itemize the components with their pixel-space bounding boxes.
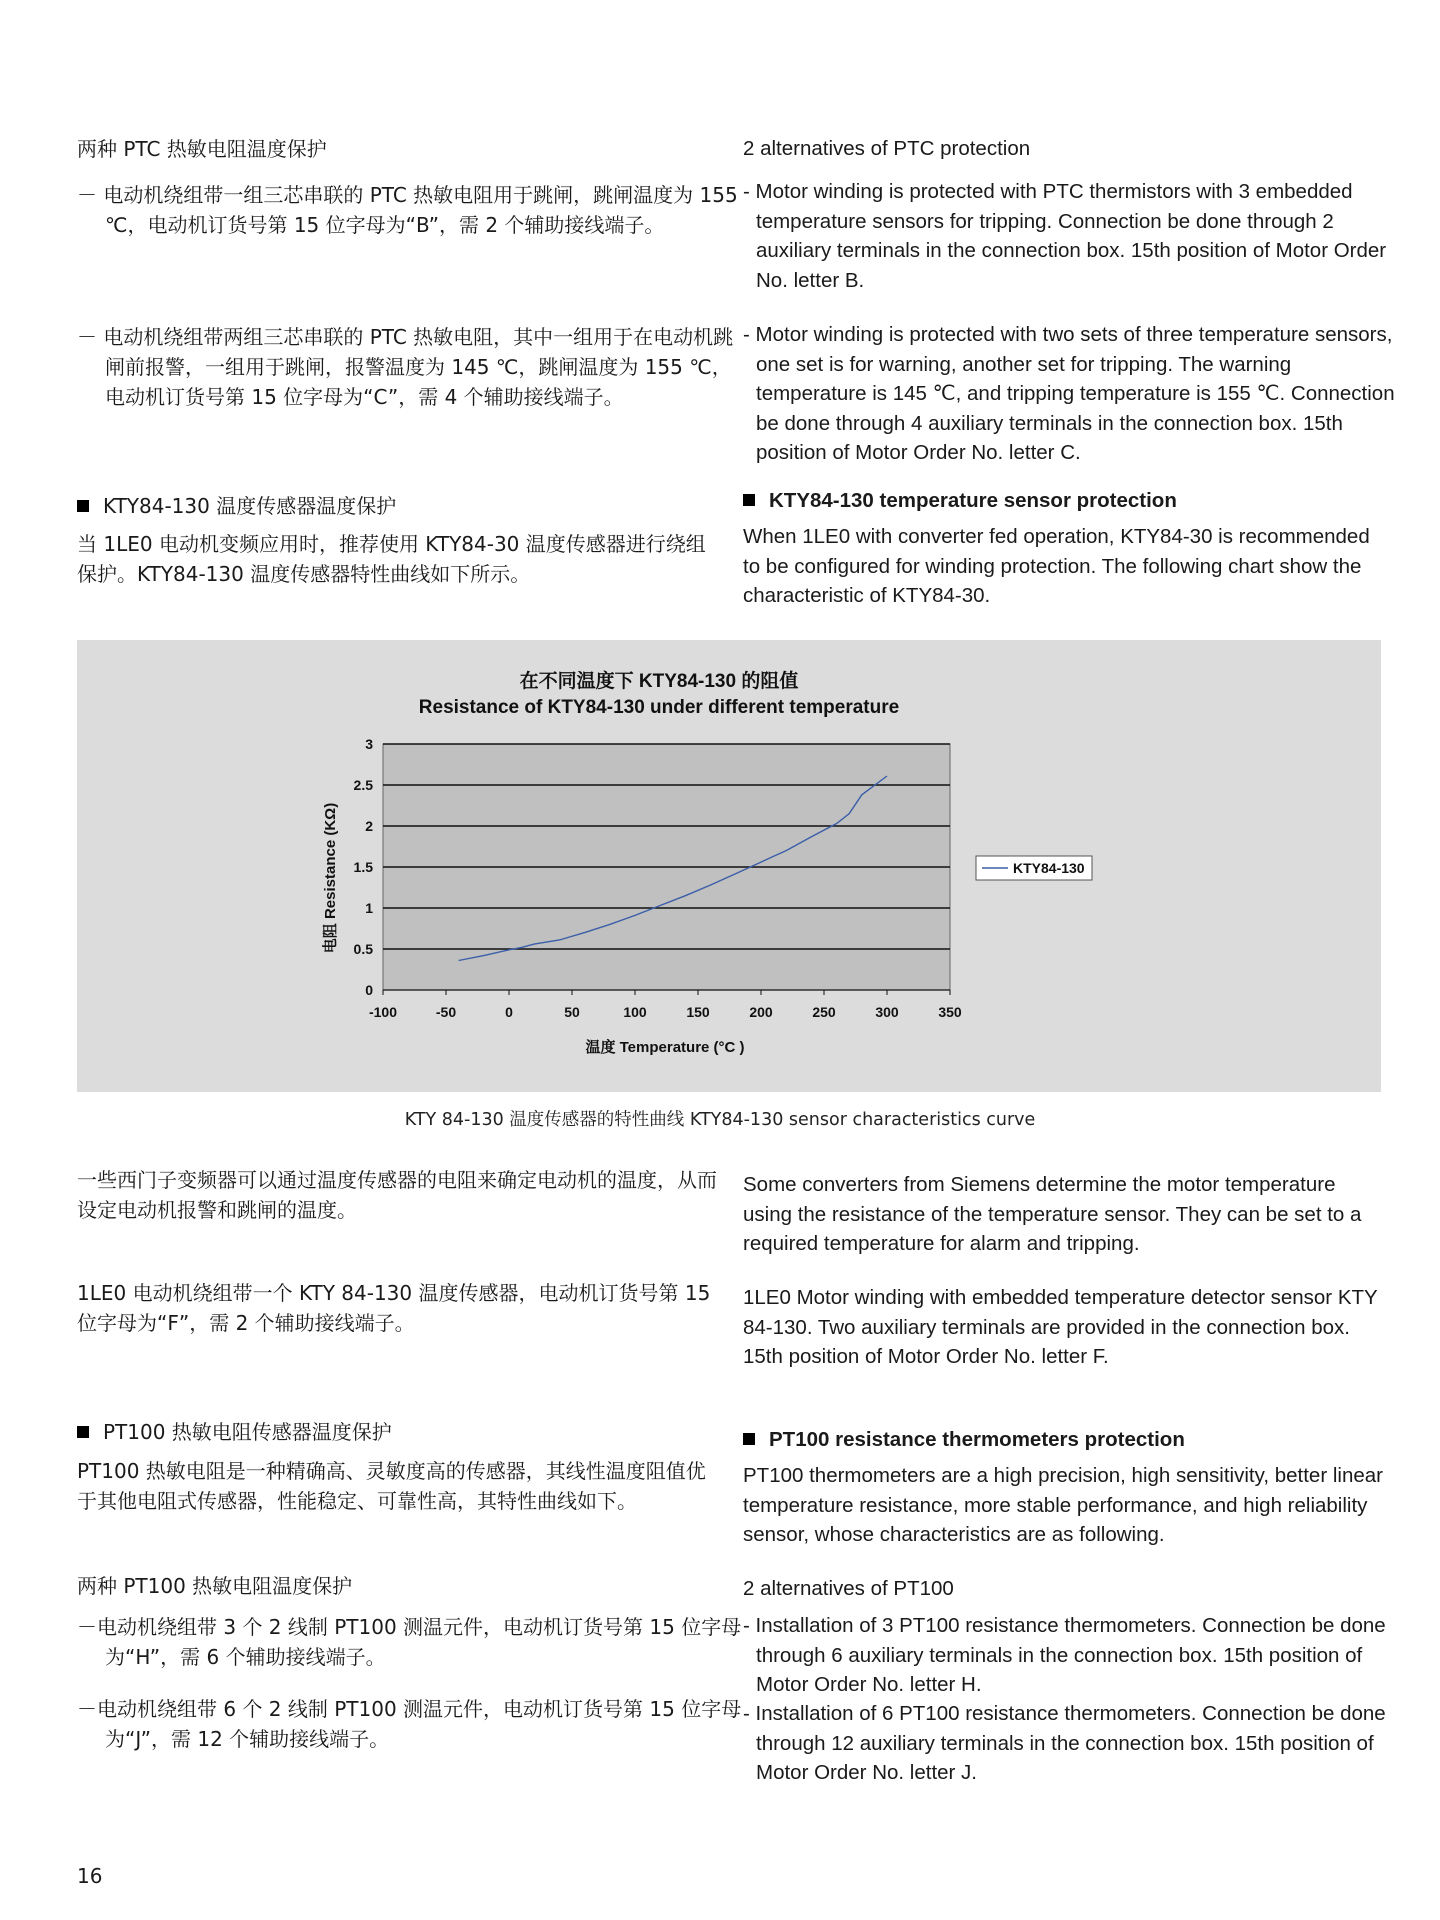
chart-subtitle: Resistance of KTY84-130 under different temperature xyxy=(418,697,900,718)
kty-heading-cn xyxy=(77,491,722,521)
y-tick-labels xyxy=(354,736,374,998)
chart-panel xyxy=(77,640,1381,1092)
x-tick-label: 100 xyxy=(623,1004,647,1020)
kty-text-cn: 当 1LE0 电动机变频应用时，推荐使用 KTY84-30 温度传感器进行绕组保护。KTY84-130 温度传感器特性曲线如下所示。 xyxy=(77,532,706,586)
pt100-alt-heading-en: 2 alternatives of PT100 xyxy=(743,1577,954,1600)
siemens-text-cn: 一些西门子变频器可以通过温度传感器的电阻来确定电动机的温度，从而设定电动机报警和跳闸的温度。 xyxy=(77,1168,717,1222)
ptc-item2-cn: － 电动机绕组带两组三芯串联的 PTC 热敏电阻，其中一组用于在电动机跳闸前报警，一组用于跳闸，报警温度为 145 ℃，跳闸温度为 155 ℃，电动机订货号第 15 位字母为“C”，需 4 个辅助接线端子。 xyxy=(77,325,734,409)
bullet-square-icon xyxy=(743,1433,755,1445)
kty-text-en: When 1LE0 with converter fed operation, KTY84-30 is recommended to be configured for winding protection. The following chart show the characteristic of KTY84-30. xyxy=(743,525,1370,607)
pt100-heading-cn-text: PT100 热敏电阻传感器温度保护 xyxy=(103,1420,392,1444)
kty-order-text-en: 1LE0 Motor winding with embedded temperature detector sensor KTY 84-130. Two auxiliary terminals are provided in the connection box. 15th position of Motor Order No. letter F. xyxy=(743,1286,1378,1368)
y-tick-label: 1 xyxy=(365,900,373,916)
kty-heading-en xyxy=(743,486,1388,516)
pt100-item2-en: - Installation of 6 PT100 resistance thermometers. Connection be done through 12 auxiliary terminals in the connection box. 15th position of Motor Order No. letter J. xyxy=(743,1702,1386,1784)
x-tick-label: 150 xyxy=(686,1004,710,1020)
page-number: 16 xyxy=(77,1864,103,1888)
x-tick-label: -50 xyxy=(435,1004,457,1020)
y-axis-label: 电阻 Resistance (KΩ) xyxy=(322,802,339,954)
chart-caption: KTY 84-130 温度传感器的特性曲线 KTY84-130 sensor characteristics curve xyxy=(404,1110,1036,1130)
pt100-item2-cn: －电动机绕组带 6 个 2 线制 PT100 测温元件，电动机订货号第 15 位字母为“J”，需 12 个辅助接线端子。 xyxy=(77,1697,742,1751)
pt100-heading-en xyxy=(743,1425,1388,1455)
ptc-heading-en: 2 alternatives of PTC protection xyxy=(743,137,1031,160)
x-tick-labels xyxy=(369,1004,962,1020)
pt100-heading-en-text: PT100 resistance thermometers protection xyxy=(769,1428,1185,1451)
bullet-square-icon xyxy=(77,500,89,512)
kty-heading-cn-text: KTY84-130 温度传感器温度保护 xyxy=(103,494,397,518)
x-tick-label: 50 xyxy=(564,1004,580,1020)
legend xyxy=(976,856,1092,880)
ptc-item1-cn: － 电动机绕组带一组三芯串联的 PTC 热敏电阻用于跳闸，跳闸温度为 155 ℃，电动机订货号第 15 位字母为“B”，需 2 个辅助接线端子。 xyxy=(77,183,738,237)
pt100-heading-cn xyxy=(77,1417,722,1447)
pt100-text-cn: PT100 热敏电阻是一种精确高、灵敏度高的传感器，其线性温度阻值优于其他电阻式传感器，性能稳定、可靠性高，其特性曲线如下。 xyxy=(77,1459,706,1513)
x-tick-label: 250 xyxy=(812,1004,836,1020)
x-tick-label: 200 xyxy=(749,1004,773,1020)
ptc-heading-cn: 两种 PTC 热敏电阻温度保护 xyxy=(77,137,327,161)
y-tick-label: 2 xyxy=(365,818,373,834)
chart-title: 在不同温度下 KTY84-130 的阻值 xyxy=(519,671,799,692)
x-tick-label: 350 xyxy=(938,1004,962,1020)
y-tick-label: 0.5 xyxy=(353,941,373,957)
ptc-item1-en: - Motor winding is protected with PTC thermistors with 3 embedded temperature sensors for tripping. Connection be done through 2 auxiliary terminals in the connection box. 15th position of Motor Order No. letter B. xyxy=(743,180,1387,292)
resistance-chart xyxy=(77,640,1381,1092)
x-tick-label: 0 xyxy=(505,1004,513,1020)
y-tick-label: 1.5 xyxy=(353,859,373,875)
pt100-item1-cn: －电动机绕组带 3 个 2 线制 PT100 测温元件，电动机订货号第 15 位字母为“H”，需 6 个辅助接线端子。 xyxy=(77,1615,742,1669)
y-tick-label: 0 xyxy=(365,982,373,998)
legend-label: KTY84-130 xyxy=(1013,860,1085,876)
pt100-alt-heading-cn: 两种 PT100 热敏电阻温度保护 xyxy=(77,1574,353,1598)
y-tick-label: 3 xyxy=(365,736,373,752)
x-axis-label: 温度 Temperature (°C ) xyxy=(585,1039,745,1056)
x-tick-marks xyxy=(383,990,950,995)
y-tick-label: 2.5 xyxy=(353,777,373,793)
ptc-item2-en: - Motor winding is protected with two sets of three temperature sensors, one set is for warning, another set for tripping. The warning temperature is 145 ℃, and tripping temperature is 155 ℃. Connection be done through 4 auxiliary terminals in the connection box. 15th position of Motor Order No. letter C. xyxy=(743,323,1395,464)
bullet-square-icon xyxy=(77,1426,89,1438)
x-tick-label: -100 xyxy=(368,1004,398,1020)
bullet-square-icon xyxy=(743,494,755,506)
pt100-item1-en: - Installation of 3 PT100 resistance thermometers. Connection be done through 6 auxiliary terminals in the connection box. 15th position of Motor Order No. letter H. xyxy=(743,1614,1386,1696)
kty-order-text-cn: 1LE0 电动机绕组带一个 KTY 84-130 温度传感器，电动机订货号第 15 位字母为“F”，需 2 个辅助接线端子。 xyxy=(77,1281,711,1335)
kty-heading-en-text: KTY84-130 temperature sensor protection xyxy=(769,489,1177,512)
pt100-text-en: PT100 thermometers are a high precision, high sensitivity, better linear temperature resistance, more stable performance, and high reliability sensor, whose characteristics are as following. xyxy=(743,1464,1383,1546)
x-tick-label: 300 xyxy=(875,1004,899,1020)
siemens-text-en: Some converters from Siemens determine the motor temperature using the resistance of the temperature sensor. They can be set to a required temperature for alarm and tripping. xyxy=(743,1173,1362,1255)
